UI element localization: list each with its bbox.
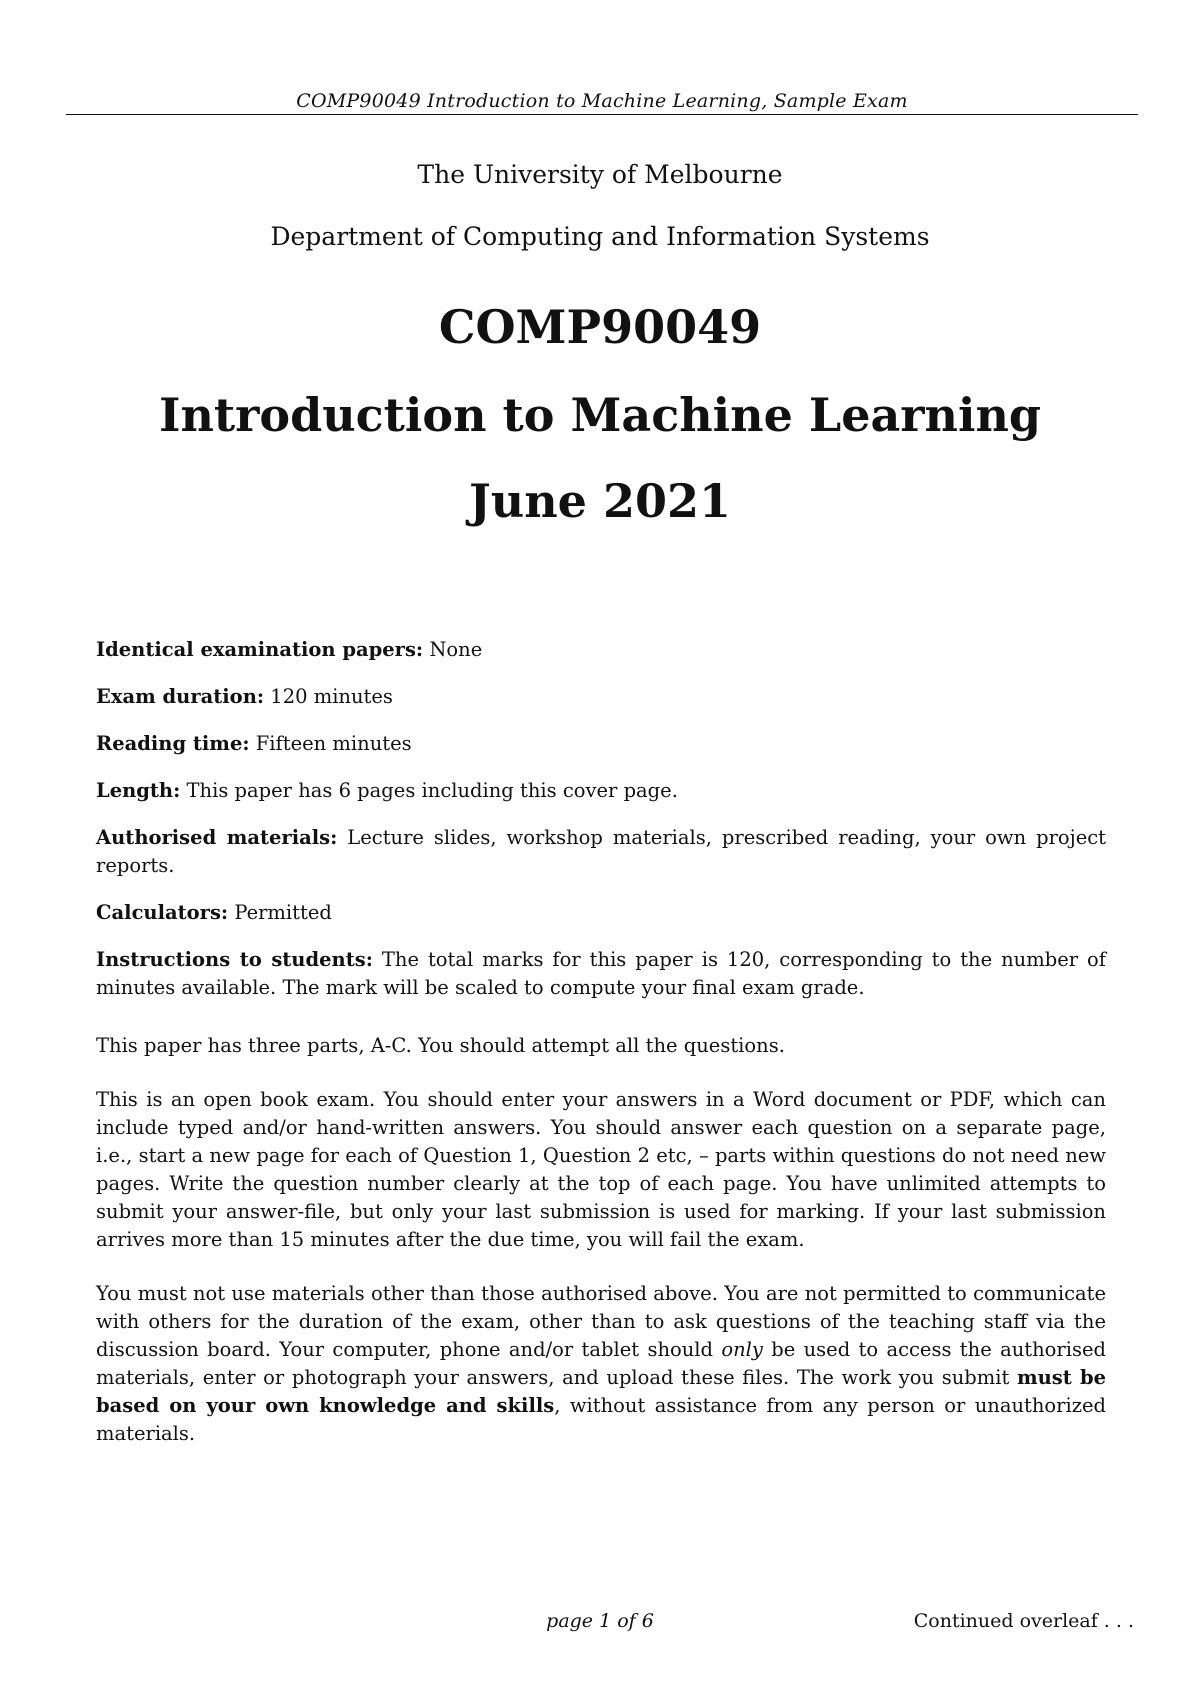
field-value: Lecture slides, workshop materials, prescribed reading, your own project reports.	[96, 826, 1106, 877]
paragraph-open-book: This is an open book exam. You should enter your answers in a Word document or PDF, which can include typed and/or hand-written answers. You should answer each question on a separate page, i.e., start a new page for each of Question 1, Question 2 etc, – parts within questions do not need new pages. Write the question number clearly at the top of each page. You have unlimited attempts to submit your answer-file, but only your last submission is used for marking. If your last submission arrives more than 15 minutes after the due time, you will fail the exam.	[96, 1088, 1106, 1251]
field-authorised-materials	[96, 824, 1106, 880]
exam-info	[96, 636, 1106, 1474]
paragraph-parts: This paper has three parts, A-C. You should attempt all the questions.	[96, 1034, 785, 1057]
field-exam-duration	[96, 683, 1106, 711]
integrity-text-3: , without assistance from any person or unauthorized materials.	[96, 1394, 1106, 1445]
field-value: Permitted	[234, 901, 332, 924]
field-reading-time	[96, 730, 1106, 758]
department-name: Department of Computing and Information Systems	[270, 222, 930, 251]
course-code: COMP90049	[438, 300, 762, 354]
university-name: The University of Melbourne	[417, 160, 783, 189]
paragraph-integrity	[96, 1280, 1106, 1448]
course-title: Introduction to Machine Learning	[158, 388, 1042, 442]
field-calculators	[96, 899, 1106, 927]
field-label: Reading time:	[96, 732, 250, 755]
field-identical-papers	[96, 636, 1106, 664]
field-label: Calculators:	[96, 901, 229, 924]
integrity-bold: must be based on your own knowledge and skills	[96, 1366, 1106, 1417]
running-header: COMP90049 Introduction to Machine Learning, Sample Exam	[296, 90, 908, 112]
field-label: Length:	[96, 779, 181, 802]
field-value: None	[429, 638, 483, 661]
continued-overleaf: Continued overleaf . . .	[913, 1610, 1134, 1632]
field-value: Fifteen minutes	[255, 732, 412, 755]
integrity-emphasis: only	[721, 1338, 763, 1361]
integrity-text-2: be used to access the authorised materials, enter or photograph your answers, and upload these files. The work you submit	[96, 1338, 1106, 1389]
page-number: page 1 of 6	[546, 1610, 654, 1632]
field-label: Identical examination papers:	[96, 638, 424, 661]
field-label: Instructions to students:	[96, 948, 373, 971]
integrity-text-1: You must not use materials other than those authorised above. You are not permitted to communicate with others for the duration of the exam, other than to ask questions of the teaching staff via the discussion board. Your computer, phone and/or tablet should	[96, 1282, 1106, 1361]
field-value: The total marks for this paper is 120, corresponding to the number of minutes available. The mark will be scaled to compute your final exam grade.	[96, 948, 1107, 999]
exam-date: June 2021	[469, 474, 731, 528]
field-instructions	[96, 946, 1106, 1002]
header-rule	[66, 114, 1138, 115]
field-length	[96, 777, 1106, 805]
field-value: 120 minutes	[270, 685, 393, 708]
field-label: Exam duration:	[96, 685, 265, 708]
field-value: This paper has 6 pages including this cover page.	[186, 779, 678, 802]
field-label: Authorised materials:	[96, 826, 338, 849]
